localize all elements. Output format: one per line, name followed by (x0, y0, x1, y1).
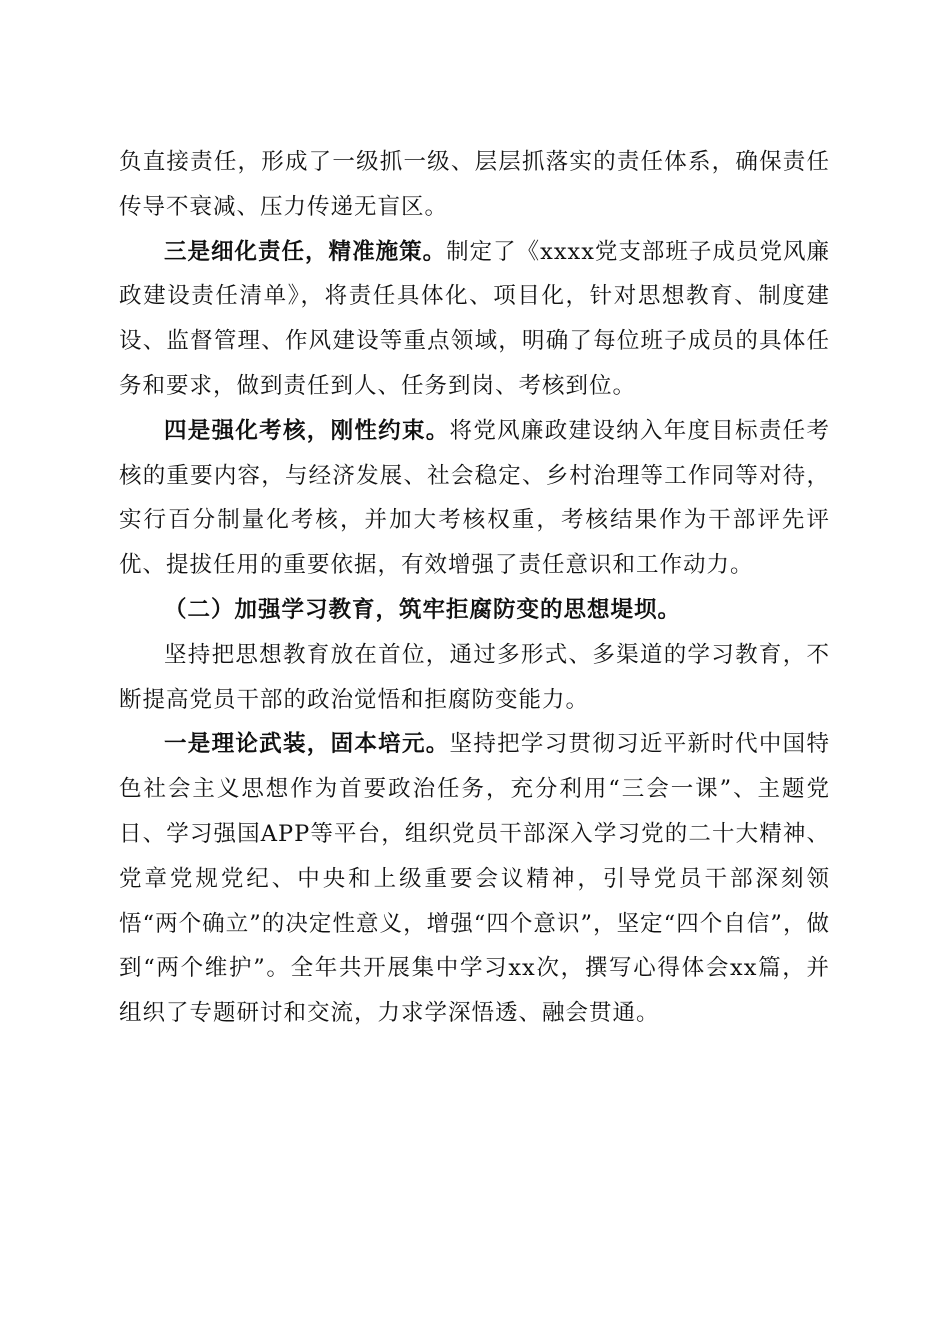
section-heading: （二）加强学习教育，筑牢拒腐防变的思想堤坝。 (164, 596, 682, 623)
paragraph-text: 制定了《xxxx党支部班子成员党风廉政建设责任清单》，将责任具体化、项目化，针对思想教育、制度建设、监督管理、作风建设等重点领域，明确了每位班子成员的具体任务和要求，做到责任到人、任务到岗、考核到位。 (119, 238, 830, 399)
paragraph-text: 将党风廉政建设纳入年度目标责任考核的重要内容，与经济发展、社会稳定、乡村治理等工作同等对待，实行百分制量化考核，并加大考核权重，考核结果作为干部评先评优、提拔任用的重要依据，有效增强了责任意识和工作动力。 (119, 417, 830, 579)
section-intro (119, 633, 830, 723)
paragraph-lead: 四是强化考核，刚性约束。 (164, 417, 450, 444)
paragraph-point-one (119, 722, 830, 1036)
paragraph-text: 坚持把思想教育放在首位，通过多形式、多渠道的学习教育，不断提高党员干部的政治觉悟和拒腐防变能力。 (119, 641, 830, 713)
paragraph-text: 负直接责任，形成了一级抓一级、层层抓落实的责任体系，确保责任传导不衰减、压力传递无盲区。 (119, 149, 830, 220)
paragraph-continuation (119, 140, 830, 230)
paragraph-point-three (119, 230, 830, 409)
paragraph-lead: 一是理论武装，固本培元。 (164, 731, 450, 758)
paragraph-lead: 三是细化责任，精准施策。 (164, 238, 447, 265)
paragraph-text: 坚持把学习贯彻习近平新时代中国特色社会主义思想作为首要政治任务，充分利用“三会一课”、主题党日、学习强国APP等平台，组织党员干部深入学习党的二十大精神、党章党规党纪、中央和上级重要会议精神，引导党员干部深刻领悟“两个确立”的决定性意义，增强“四个意识”，坚定“四个自信”，做到“两个维护”。全年共开展集中学习xx次，撰写心得体会xx篇，并组织了专题研讨和交流，力求学深悟透、融会贯通。 (119, 731, 830, 1027)
paragraph-point-four (119, 409, 830, 588)
document-body (119, 140, 830, 1036)
